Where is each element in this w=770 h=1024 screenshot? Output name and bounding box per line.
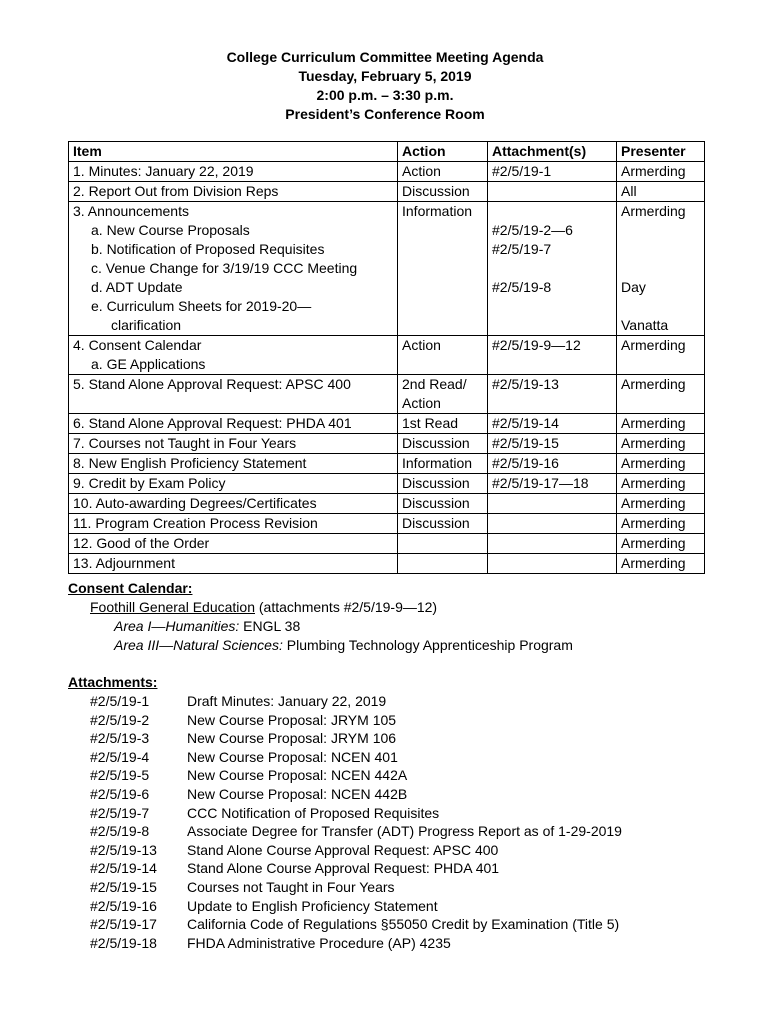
cell-attachment [488,474,617,494]
attachment-description: New Course Proposal: NCEN 401 [187,748,398,765]
cell-presenter [617,182,705,202]
cell-presenter [617,414,705,434]
attachment-description: Associate Degree for Transfer (ADT) Progress Report as of 1-29-2019 [187,823,622,840]
cell-action [398,182,488,202]
attachment-code: #2/5/19-18 [90,934,157,951]
cell-item [69,375,398,414]
cell-presenter [617,454,705,474]
action-line [402,259,483,278]
attachment-line: #2/5/19-8 [492,279,552,295]
attachment-code: #2/5/19-3 [90,730,150,747]
attachment-item [68,692,622,711]
attachment-item [68,729,622,748]
cell-action [398,336,488,375]
attachment-code: #2/5/19-17 [90,916,157,933]
attachment-description: FHDA Administrative Procedure (AP) 4235 [187,934,451,951]
cell-presenter [617,434,705,454]
cell-presenter [617,474,705,494]
item-line: a. GE Applications [91,356,206,372]
cell-item [69,434,398,454]
presenter-line: Armerding [621,495,686,511]
item-line: 12. Good of the Order [73,535,210,551]
item-line: 6. Stand Alone Approval Request: PHDA 401 [73,415,352,431]
cell-presenter [617,534,705,554]
action-line: Discussion [402,183,470,199]
cell-attachment [488,202,617,336]
item-line: a. New Course Proposals [91,222,250,238]
cell-presenter [617,375,705,414]
table-row [69,434,705,454]
attachment-item [68,915,622,934]
cell-presenter [617,554,705,574]
item-line: 13. Adjournment [73,555,175,571]
cell-item [69,534,398,554]
item-line: d. ADT Update [91,279,183,295]
table-row [69,336,705,375]
column-header-attachments: Attachment(s) [488,142,617,162]
meeting-time: 2:00 p.m. – 3:30 p.m. [316,87,454,103]
attachment-code: #2/5/19-6 [90,785,150,802]
attachment-line [492,554,612,573]
presenter-line: Armerding [621,203,686,219]
attachment-item [68,878,622,897]
cell-attachment [488,554,617,574]
attachment-line: #2/5/19-7 [492,241,552,257]
attachment-line: #2/5/19-15 [492,435,559,451]
area-1-value: ENGL 38 [239,618,301,634]
attachment-item [68,897,622,916]
cell-attachment [488,454,617,474]
action-line: Information [402,455,473,471]
cell-attachment [488,375,617,414]
attachment-code: #2/5/19-5 [90,767,150,784]
attachment-item [68,711,622,730]
attachment-item [68,841,622,860]
column-header-action: Action [398,142,488,162]
attachment-description: New Course Proposal: NCEN 442B [187,785,408,802]
action-line: Action [402,337,441,353]
consent-calendar-section [68,579,573,655]
table-row [69,554,705,574]
attachments-heading: Attachments: [68,674,158,690]
table-row [69,182,705,202]
action-line [402,554,483,573]
document-title: College Curriculum Committee Meeting Agenda [226,49,544,65]
action-line [402,240,483,259]
attachment-code: #2/5/19-13 [90,841,157,858]
cell-item [69,554,398,574]
cell-action [398,414,488,434]
cell-item [69,182,398,202]
attachment-description: Draft Minutes: January 22, 2019 [187,693,387,709]
cell-item [69,162,398,182]
meeting-date: Tuesday, February 5, 2019 [298,68,472,84]
cell-attachment [488,514,617,534]
area-3-label: Area III—Natural Sciences: [114,637,283,653]
presenter-line: Armerding [621,515,686,531]
area-1-label: Area I—Humanities: [114,618,240,634]
attachment-code: #2/5/19-4 [90,748,150,765]
action-line: Discussion [402,495,470,511]
presenter-line: Armerding [621,163,686,179]
agenda-header [0,48,770,124]
item-line: 7. Courses not Taught in Four Years [73,435,297,451]
attachment-line [492,259,612,278]
attachment-code: #2/5/19-1 [90,693,150,709]
attachment-line [492,297,612,316]
cell-action [398,534,488,554]
table-row [69,534,705,554]
cell-action [398,375,488,414]
table-row [69,494,705,514]
cell-attachment [488,162,617,182]
cell-action [398,454,488,474]
action-line [402,278,483,297]
attachment-item [68,785,622,804]
attachment-line [492,316,612,335]
attachment-line [492,182,612,201]
action-line: Action [402,163,441,179]
table-row [69,514,705,534]
attachment-line: #2/5/19-16 [492,455,559,471]
column-header-item: Item [69,142,398,162]
table-header-row [69,142,705,162]
presenter-line: Armerding [621,337,686,353]
attachment-item [68,934,622,953]
item-line: b. Notification of Proposed Requisites [91,241,325,257]
attachment-description: Courses not Taught in Four Years [187,878,395,895]
attachment-line [492,534,612,553]
attachment-item [68,804,622,823]
cell-action [398,554,488,574]
attachment-code: #2/5/19-7 [90,804,150,821]
ge-line [68,598,573,617]
action-line: Discussion [402,515,470,531]
item-line: clarification [111,317,182,333]
attachment-code: #2/5/19-16 [90,897,157,914]
attachment-description: Update to English Proficiency Statement [187,897,438,914]
cell-attachment [488,494,617,514]
cell-presenter [617,494,705,514]
attachments-section [68,673,622,952]
table-row [69,454,705,474]
presenter-line [621,259,700,278]
cell-action [398,514,488,534]
presenter-line: Armerding [621,415,686,431]
table-row [69,474,705,494]
presenter-line: Day [621,279,646,295]
item-line: e. Curriculum Sheets for 2019-20— [91,298,312,314]
attachment-item [68,766,622,785]
attachment-line: #2/5/19-13 [492,376,559,392]
area-1-line [68,617,573,636]
attachment-line [492,514,612,533]
attachment-description: Stand Alone Course Approval Request: PHDA 401 [187,860,500,877]
action-line: Discussion [402,475,470,491]
item-line: 11. Program Creation Process Revision [73,515,318,531]
attachment-item [68,859,622,878]
ge-link[interactable]: Foothill General Education [90,599,255,615]
cell-presenter [617,202,705,336]
table-row [69,375,705,414]
cell-item [69,514,398,534]
attachment-description: CCC Notification of Proposed Requisites [187,804,440,821]
attachment-line: #2/5/19-9—12 [492,337,581,353]
action-line: 2nd Read/ [402,376,467,392]
attachment-description: New Course Proposal: JRYM 105 [187,711,397,728]
table-row [69,202,705,336]
area-3-line [68,636,573,655]
attachment-line [492,494,612,513]
item-line: 8. New English Proficiency Statement [73,455,307,471]
action-line: 1st Read [402,415,459,431]
action-line: Information [402,203,473,219]
table-row [69,162,705,182]
cell-presenter [617,336,705,375]
cell-attachment [488,414,617,434]
action-line [402,297,483,316]
presenter-line: All [621,183,637,199]
area-3-value: Plumbing Technology Apprenticeship Program [282,637,573,653]
action-line: Action [402,395,441,411]
presenter-line [621,355,700,374]
meeting-location: President’s Conference Room [285,106,485,122]
item-line: 5. Stand Alone Approval Request: APSC 400 [73,376,351,392]
action-line: Discussion [402,435,470,451]
cell-item [69,414,398,434]
ge-attachments: (attachments #2/5/19-9—12) [255,599,438,615]
cell-action [398,474,488,494]
presenter-line: Armerding [621,535,686,551]
cell-item [69,454,398,474]
presenter-line: Armerding [621,455,686,471]
attachment-line [492,355,612,374]
attachment-description: New Course Proposal: JRYM 106 [187,730,397,747]
attachment-code: #2/5/19-14 [90,860,157,877]
attachments-list [68,692,622,952]
cell-presenter [617,514,705,534]
item-line: c. Venue Change for 3/19/19 CCC Meeting [91,260,358,276]
attachment-code: #2/5/19-8 [90,823,150,840]
cell-action [398,434,488,454]
attachment-line: #2/5/19-1 [492,163,552,179]
presenter-line [621,240,700,259]
action-line [402,316,483,335]
attachment-line: #2/5/19-2—6 [492,222,573,238]
presenter-line: Vanatta [621,317,669,333]
presenter-line: Armerding [621,435,686,451]
item-line: 2. Report Out from Division Reps [73,183,279,199]
presenter-line: Armerding [621,555,686,571]
attachment-description: New Course Proposal: NCEN 442A [187,767,408,784]
attachment-description: California Code of Regulations §55050 Credit by Examination (Title 5) [187,916,620,933]
action-line [402,221,483,240]
cell-attachment [488,336,617,375]
cell-attachment [488,534,617,554]
table-row [69,414,705,434]
item-line: 4. Consent Calendar [73,337,202,353]
item-line: 3. Announcements [73,203,189,219]
cell-action [398,162,488,182]
attachment-description: Stand Alone Course Approval Request: APSC 400 [187,841,499,858]
agenda-table [68,141,705,574]
attachment-line [492,202,612,221]
attachment-code: #2/5/19-15 [90,878,157,895]
column-header-presenter: Presenter [617,142,705,162]
cell-presenter [617,162,705,182]
cell-item [69,494,398,514]
presenter-line [621,221,700,240]
item-line: 9. Credit by Exam Policy [73,475,226,491]
cell-item [69,474,398,494]
attachment-code: #2/5/19-2 [90,711,150,728]
presenter-line: Armerding [621,376,686,392]
attachment-item [68,748,622,767]
attachment-line: #2/5/19-17—18 [492,475,589,491]
presenter-line: Armerding [621,475,686,491]
cell-attachment [488,434,617,454]
cell-item [69,336,398,375]
cell-attachment [488,182,617,202]
cell-item [69,202,398,336]
presenter-line [621,297,700,316]
cell-action [398,202,488,336]
attachment-line: #2/5/19-14 [492,415,559,431]
cell-action [398,494,488,514]
action-line [402,355,483,374]
item-line: 10. Auto-awarding Degrees/Certificates [73,495,317,511]
consent-calendar-heading: Consent Calendar: [68,580,193,596]
item-line: 1. Minutes: January 22, 2019 [73,163,254,179]
action-line [402,534,483,553]
attachment-item [68,822,622,841]
